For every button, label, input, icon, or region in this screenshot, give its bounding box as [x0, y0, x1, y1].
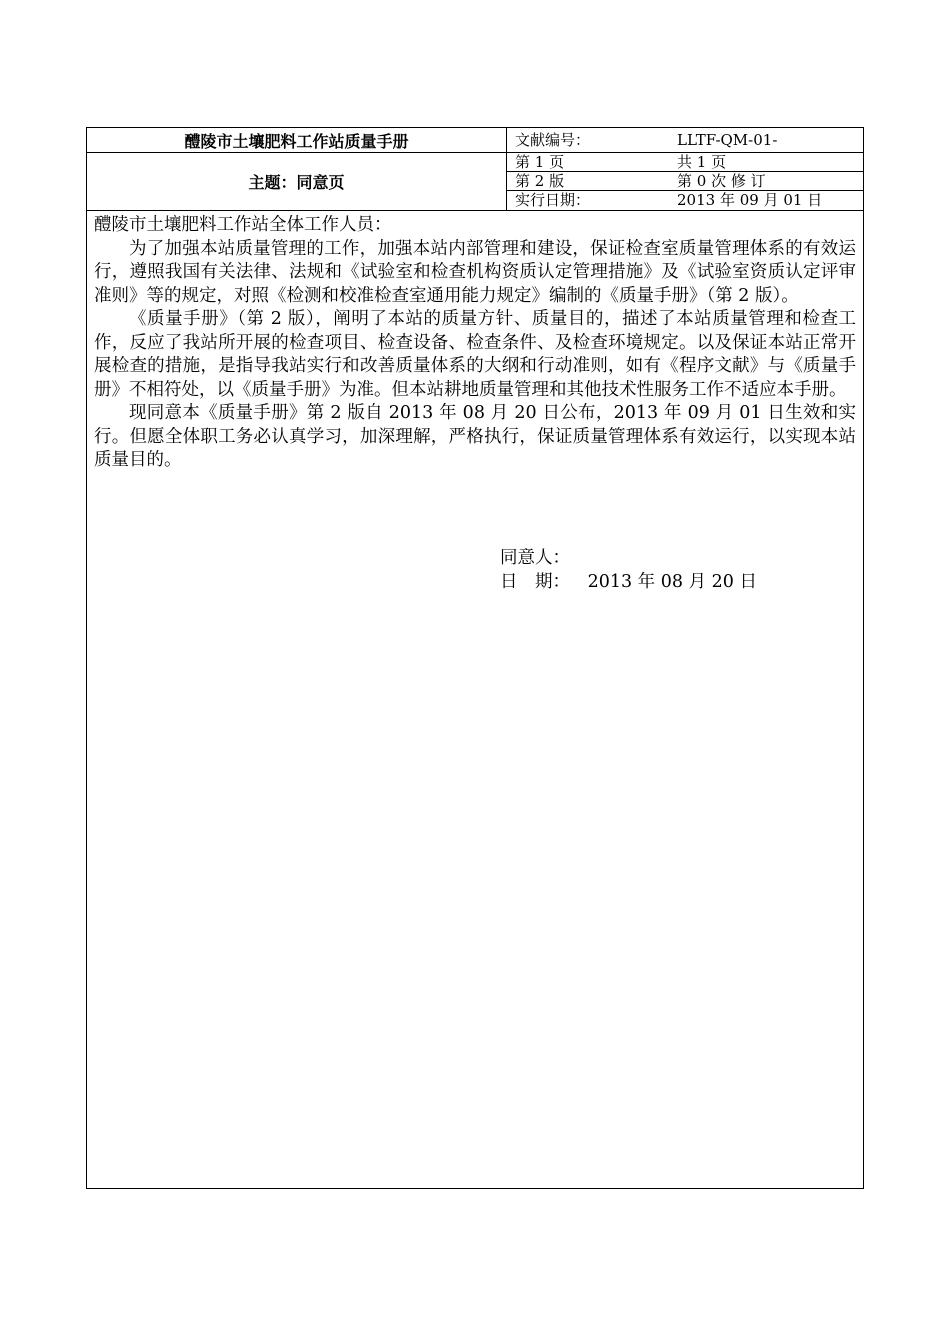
version-label: 第 2 版: [515, 172, 565, 190]
header-row-subject: [87, 153, 863, 211]
salutation: 醴陵市土壤肥料工作站全体工作人员：: [94, 215, 392, 235]
revision-label: 第 0 次 修 订: [677, 172, 766, 190]
version-row: [507, 172, 863, 191]
header-row-title: [87, 128, 863, 153]
page-number-label: 第 1 页: [515, 153, 565, 171]
approver-label: 同意人：: [500, 548, 570, 568]
page-total-label: 共 1 页: [677, 153, 727, 171]
paragraph-approval: 现同意本《质量手册》第 2 版自 2013 年 08 月 20 日公布，2013 年 09 月 01 日生效和实行。但愿全体职工务必认真学习，加深理解，严格执行，保证质量管理体系有效运行，以实现本站质量目的。: [94, 403, 856, 470]
effective-date-label: 实行日期：: [515, 191, 591, 209]
sign-date-label: 日 期：: [500, 572, 570, 592]
page-info-cells: [507, 153, 863, 210]
doc-number-label: 文献编号：: [515, 131, 591, 149]
signature-block: [500, 546, 757, 594]
page-count-row: [507, 153, 863, 172]
subject-title: 主题：同意页: [87, 153, 507, 210]
approver-row: [500, 546, 757, 570]
doc-number-value: LLTF-QM-01-: [677, 131, 778, 149]
effective-date-row: [507, 191, 863, 210]
paragraph-description: 《质量手册》（第 2 版），阐明了本站的质量方针、质量目的，描述了本站质量管理和检查工作，反应了我站所开展的检查项目、检查设备、检查条件、及检查环境规定。以及保证本站正常开展检查的措施，是指导我站实行和改善质量体系的大纲和行动准则，如有《程序文献》与《质量手册》不相符处，以《质量手册》为准。但本站耕地质量管理和其他技术性服务工作不适应本手册。: [94, 309, 856, 400]
doc-number-cell: [507, 128, 863, 152]
sign-date-row: [500, 570, 757, 594]
document-title: 醴陵市土壤肥料工作站质量手册: [87, 128, 507, 152]
approval-letter-body: [87, 210, 863, 473]
effective-date-value: 2013 年 09 月 01 日: [677, 191, 823, 209]
sign-date-value: 2013 年 08 月 20 日: [587, 572, 757, 592]
quality-manual-page-frame: [86, 127, 864, 1189]
paragraph-purpose: 为了加强本站质量管理的工作，加强本站内部管理和建设，保证检查室质量管理体系的有效运行，遵照我国有关法律、法规和《试验室和检查机构资质认定管理措施》及《试验室资质认定评审准则》等的规定，对照《检测和校准检查室通用能力规定》编制的《质量手册》（第 2 版）。: [94, 238, 856, 306]
